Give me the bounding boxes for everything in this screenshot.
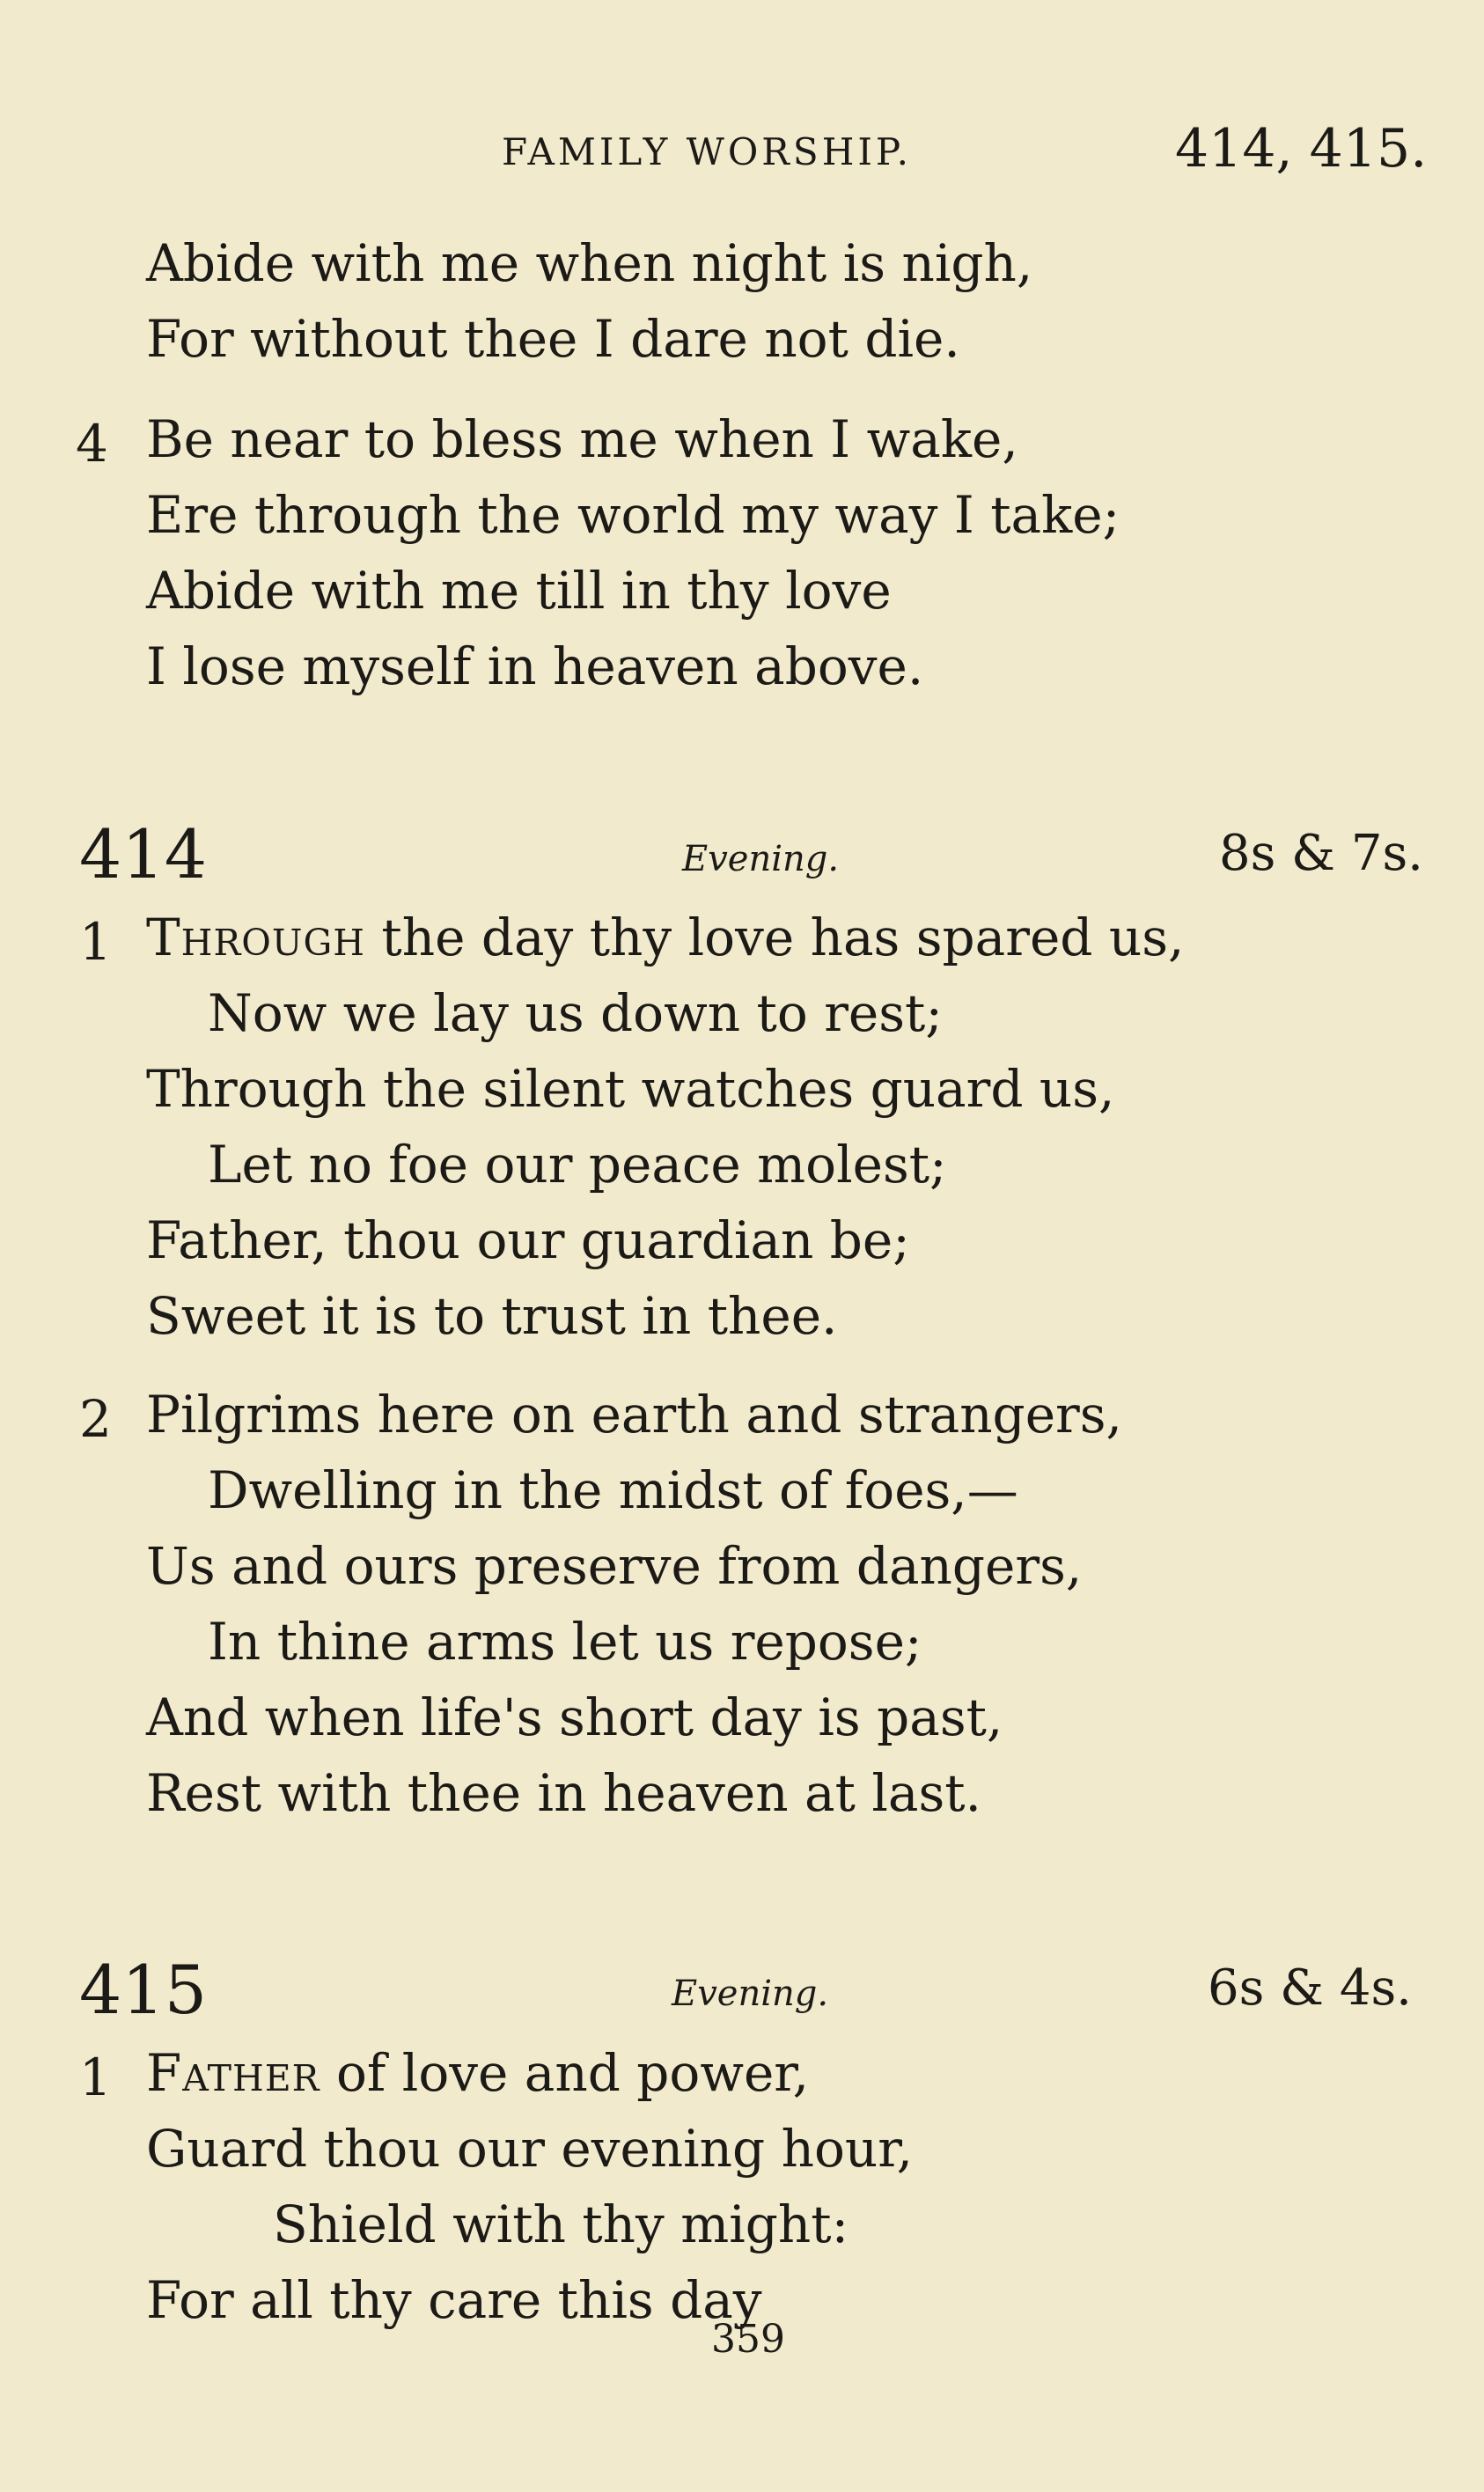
verse-line: Dwelling in the midst of foes,— xyxy=(208,1460,1018,1520)
verse-line: Let no foe our peace molest; xyxy=(208,1135,947,1195)
verse-line: In thine arms let us repose; xyxy=(208,1612,922,1672)
verse-line-rest: of love and power, xyxy=(320,2043,810,2103)
verse-line: Abide with me till in thy love xyxy=(146,561,892,621)
page-number: 359 xyxy=(711,2317,785,2362)
verse-line: Rest with thee in heaven at last. xyxy=(146,1763,981,1823)
verse-line: Sweet it is to trust in thee. xyxy=(146,1286,838,1346)
verse-line: Abide with me when night is nigh, xyxy=(146,233,1033,293)
verse-line: Shield with thy might: xyxy=(273,2194,849,2254)
verse-line: Us and ours preserve from dangers, xyxy=(146,1536,1083,1596)
verse-first-word: Father xyxy=(146,2043,320,2103)
stanza-number: 1 xyxy=(79,2047,112,2107)
hymn-number: 415 xyxy=(79,1951,208,2029)
verse-line: Guard thou our evening hour, xyxy=(146,2119,914,2179)
running-header-hymn-range: 414, 415. xyxy=(1175,118,1428,180)
verse-line: For without thee I dare not die. xyxy=(146,309,960,369)
verse-line-rest: the day thy love has spared us, xyxy=(364,908,1185,967)
verse-line: For all thy care this day xyxy=(146,2270,762,2330)
verse-line: Father, thou our guardian be; xyxy=(146,1210,910,1270)
hymn-meter: 6s & 4s. xyxy=(1208,1959,1412,2017)
hymn-number: 414 xyxy=(79,815,208,893)
hymn-meter: 8s & 7s. xyxy=(1219,825,1423,882)
verse-line: Pilgrims here on earth and strangers, xyxy=(146,1385,1122,1444)
verse-first-word: Through xyxy=(146,908,365,967)
verse-line: Be near to bless me when I wake, xyxy=(146,409,1018,469)
verse-line: And when life's short day is past, xyxy=(146,1687,1003,1747)
verse-line: Ere through the world my way I take; xyxy=(146,485,1120,545)
hymn-title: Evening. xyxy=(682,839,840,879)
verse-line-first xyxy=(146,908,1185,967)
stanza-number: 2 xyxy=(79,1389,112,1449)
verse-line: I lose myself in heaven above. xyxy=(146,636,924,696)
verse-line-first xyxy=(146,2043,810,2103)
hymn-title: Evening. xyxy=(672,1974,829,2014)
running-header-title: FAMILY WORSHIP. xyxy=(502,130,913,173)
verse-line: Through the silent watches guard us, xyxy=(146,1059,1115,1119)
stanza-number: 4 xyxy=(76,414,108,474)
stanza-number: 1 xyxy=(79,912,112,972)
verse-line: Now we lay us down to rest; xyxy=(208,983,943,1043)
